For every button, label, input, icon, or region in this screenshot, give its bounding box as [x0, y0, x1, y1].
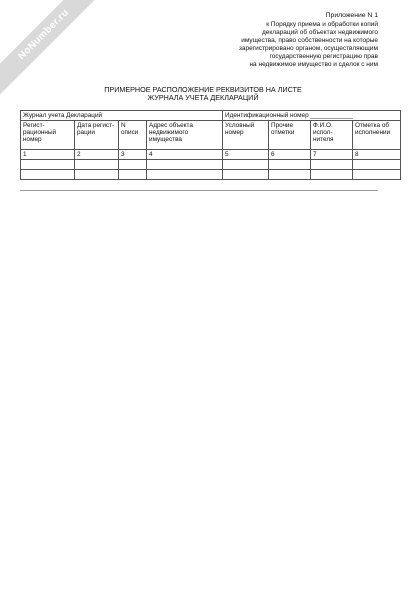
table-cell	[147, 160, 223, 170]
identification-number-cell: Идентификационный номер ____________	[223, 111, 401, 121]
table-header-row	[21, 121, 401, 150]
table-cell	[353, 170, 401, 180]
appendix-line-6: на недвижимое имущество и сделок с ним	[249, 61, 378, 68]
table-cell	[119, 160, 147, 170]
table-cell	[75, 170, 119, 180]
header-registration-number: Регист-рационный номер	[21, 121, 75, 150]
appendix-line-2: деклараций об объектах недвижимого	[261, 29, 378, 36]
table-cell	[269, 170, 311, 180]
table-row	[21, 170, 401, 180]
column-number-5: 5	[223, 150, 269, 160]
header-executor-name: Ф.И.О. испол-нителя	[311, 121, 353, 150]
table-cell	[147, 170, 223, 180]
column-number-2: 2	[75, 150, 119, 160]
table-cell	[75, 160, 119, 170]
appendix-line-5: государственную регистрацию прав	[269, 53, 378, 60]
table-cell	[223, 170, 269, 180]
appendix-line-3: имущества, право собственности на которые	[241, 37, 378, 44]
table-cell	[119, 170, 147, 180]
table-cell	[311, 170, 353, 180]
header-inventory-number: N описи	[119, 121, 147, 150]
journal-label-cell: Журнал учета Деклараций	[21, 111, 223, 121]
table-number-row	[21, 150, 401, 160]
column-number-6: 6	[269, 150, 311, 160]
table-row	[21, 160, 401, 170]
table-cell	[269, 160, 311, 170]
document-title-line-1: ПРИМЕРНОЕ РАСПОЛОЖЕНИЕ РЕКВИЗИТОВ НА ЛИСТЕ	[104, 85, 302, 94]
header-property-address: Адрес объекта недвижимого имущества	[147, 121, 223, 150]
header-other-marks: Прочие отметки	[269, 121, 311, 150]
watermark-banner: NoNumber.ru	[0, 0, 115, 106]
header-conditional-number: Условный номер	[223, 121, 269, 150]
table-meta-row	[21, 111, 401, 121]
column-number-4: 4	[147, 150, 223, 160]
page-divider	[20, 190, 378, 191]
journal-table	[20, 110, 401, 180]
table-cell	[311, 160, 353, 170]
column-number-7: 7	[311, 150, 353, 160]
appendix-title: Приложение N 1	[325, 12, 378, 19]
column-number-1: 1	[21, 150, 75, 160]
appendix-line-1: к Порядку приема и обработки копий	[266, 21, 378, 28]
table-cell	[223, 160, 269, 170]
appendix-block	[188, 12, 378, 69]
column-number-8: 8	[353, 150, 401, 160]
column-number-3: 3	[119, 150, 147, 160]
document-title	[78, 86, 328, 102]
table-cell	[21, 160, 75, 170]
document-title-line-2: ЖУРНАЛА УЧЕТА ДЕКЛАРАЦИЙ	[147, 93, 259, 102]
table-cell	[21, 170, 75, 180]
table-cell	[353, 160, 401, 170]
header-registration-date: Дата регист-рации	[75, 121, 119, 150]
appendix-line-4: зарегистрировано органом, осуществляющим	[238, 45, 378, 52]
header-execution-mark: Отметка об исполнении	[353, 121, 401, 150]
